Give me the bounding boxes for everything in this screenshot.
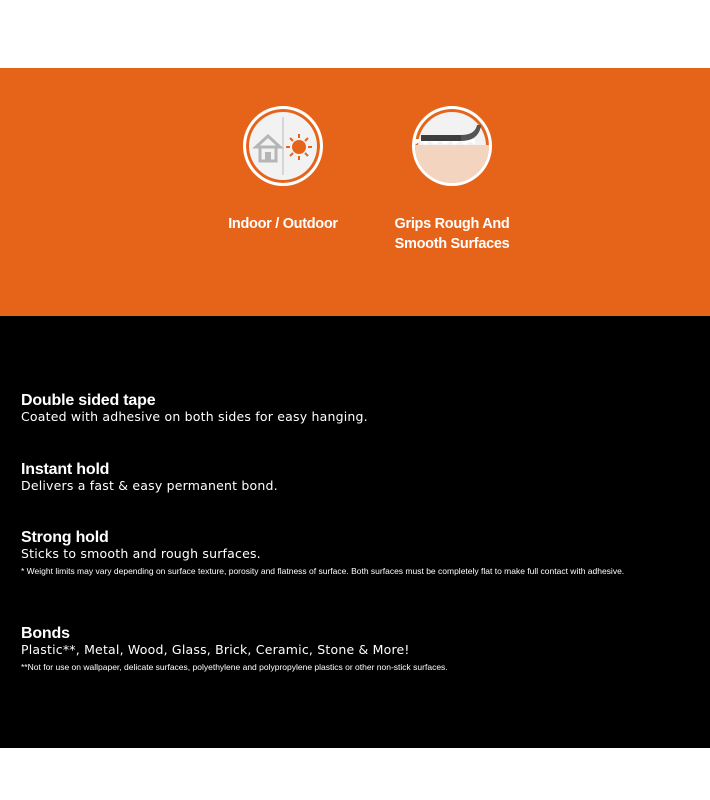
detail-instant-hold	[21, 461, 705, 494]
detail-description: Plastic**, Metal, Wood, Glass, Brick, Ceramic, Stone & More!	[21, 642, 410, 657]
detail-title: Instant hold	[21, 461, 110, 478]
detail-footnote: **Not for use on wallpaper, delicate surfaces, polyethylene and polypropylene plastics or other non-stick surfaces.	[21, 662, 448, 672]
feature-indoor-outdoor	[193, 106, 373, 234]
features-banner	[0, 68, 710, 316]
detail-strong-hold	[21, 529, 705, 578]
top-margin	[0, 0, 710, 68]
bottom-margin	[0, 748, 710, 800]
detail-description: Sticks to smooth and rough surfaces.	[21, 546, 261, 561]
feature-rough-smooth	[362, 106, 542, 254]
detail-title: Double sided tape	[21, 392, 156, 409]
detail-bonds	[21, 625, 705, 674]
details-section	[0, 316, 710, 748]
rough-surface-icon	[412, 106, 492, 186]
detail-double-sided-tape	[21, 392, 705, 425]
detail-footnote: * Weight limits may vary depending on surface texture, porosity and flatness of surface. Both surfaces must be completely flat to make full contact with adhesive.	[21, 566, 625, 576]
feature-label: Indoor / Outdoor	[228, 216, 338, 232]
detail-title: Bonds	[21, 625, 70, 642]
detail-description: Delivers a fast & easy permanent bond.	[21, 478, 278, 493]
detail-title: Strong hold	[21, 529, 109, 546]
detail-description: Coated with adhesive on both sides for easy hanging.	[21, 409, 368, 424]
feature-label: Grips Rough And Smooth Surfaces	[394, 216, 510, 252]
indoor-outdoor-icon	[243, 106, 323, 186]
